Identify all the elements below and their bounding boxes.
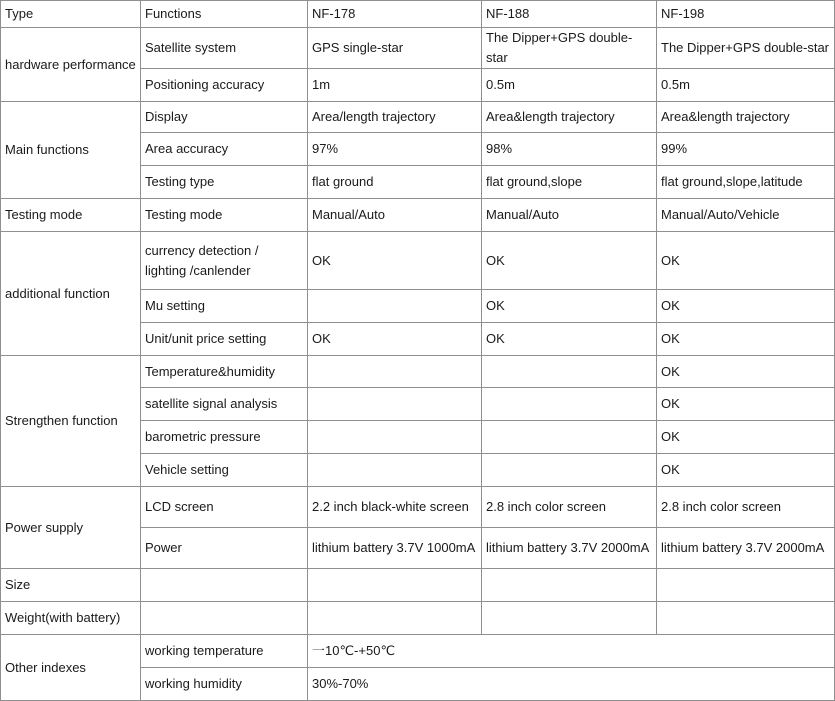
row-label: Unit/unit price setting — [141, 323, 308, 356]
row-label: Satellite system — [141, 28, 308, 69]
cell-nf188 — [482, 388, 657, 421]
cell-nf198: OK — [657, 388, 835, 421]
cell-nf178: 2.2 inch black-white screen — [308, 487, 482, 528]
cell-nf178: OK — [308, 323, 482, 356]
merged-value-cell: 一10℃-+50℃ — [308, 635, 835, 668]
table-row — [1, 487, 835, 528]
table-row — [1, 102, 835, 133]
row-label: Area accuracy — [141, 133, 308, 166]
table-row — [1, 199, 835, 232]
table-row — [1, 232, 835, 290]
row-label: satellite signal analysis — [141, 388, 308, 421]
row-label: Display — [141, 102, 308, 133]
group-label-additional: additional function — [1, 232, 141, 356]
cell-nf188 — [482, 454, 657, 487]
cell-nf198: 2.8 inch color screen — [657, 487, 835, 528]
header-model-nf188: NF-188 — [482, 1, 657, 28]
cell-nf178 — [308, 388, 482, 421]
cell-nf198: OK — [657, 323, 835, 356]
cell-nf198 — [657, 602, 835, 635]
cell-nf198: Area&length trajectory — [657, 102, 835, 133]
row-label: Testing mode — [141, 199, 308, 232]
cell-nf188 — [482, 602, 657, 635]
cell-nf178 — [308, 454, 482, 487]
group-label-main: Main functions — [1, 102, 141, 199]
cell-nf198: OK — [657, 356, 835, 388]
cell-nf188: OK — [482, 323, 657, 356]
header-row — [1, 1, 835, 28]
cell-nf198: flat ground,slope,latitude — [657, 166, 835, 199]
cell-nf198: 0.5m — [657, 69, 835, 102]
cell-nf178 — [308, 290, 482, 323]
cell-nf198: Manual/Auto/Vehicle — [657, 199, 835, 232]
row-label: Testing type — [141, 166, 308, 199]
cell-nf178 — [308, 421, 482, 454]
cell-nf178: Area/length trajectory — [308, 102, 482, 133]
table-row — [1, 569, 835, 602]
header-model-nf178: NF-178 — [308, 1, 482, 28]
group-label-size: Size — [1, 569, 141, 602]
row-label: Temperature&humidity — [141, 356, 308, 388]
cell-nf178 — [308, 602, 482, 635]
cell-nf188: 98% — [482, 133, 657, 166]
cell-nf198: lithium battery 3.7V 2000mA — [657, 528, 835, 569]
cell-nf188: 0.5m — [482, 69, 657, 102]
cell-nf178: lithium battery 3.7V 1000mA — [308, 528, 482, 569]
row-label: Vehicle setting — [141, 454, 308, 487]
cell-nf178 — [308, 569, 482, 602]
group-label-testing: Testing mode — [1, 199, 141, 232]
row-label: working humidity — [141, 668, 308, 701]
table-row — [1, 356, 835, 388]
cell-nf198: OK — [657, 454, 835, 487]
table-row — [1, 635, 835, 668]
cell-nf188 — [482, 569, 657, 602]
header-functions: Functions — [141, 1, 308, 28]
cell-nf188: The Dipper+GPS double-star — [482, 28, 657, 69]
row-label — [141, 569, 308, 602]
group-label-strengthen: Strengthen function — [1, 356, 141, 487]
cell-nf198: OK — [657, 421, 835, 454]
cell-nf198: OK — [657, 290, 835, 323]
row-label: LCD screen — [141, 487, 308, 528]
cell-nf198: 99% — [657, 133, 835, 166]
row-label: currency detection / lighting /canlender — [141, 232, 308, 290]
cell-nf198: OK — [657, 232, 835, 290]
row-label — [141, 602, 308, 635]
cell-nf188 — [482, 356, 657, 388]
cell-nf188: OK — [482, 290, 657, 323]
cell-nf198 — [657, 569, 835, 602]
row-label: working temperature — [141, 635, 308, 668]
cell-nf188 — [482, 421, 657, 454]
cell-nf178: OK — [308, 232, 482, 290]
group-label-weight: Weight(with battery) — [1, 602, 141, 635]
cell-nf188: OK — [482, 232, 657, 290]
cell-nf178: 97% — [308, 133, 482, 166]
cell-nf178 — [308, 356, 482, 388]
merged-value-cell: 30%-70% — [308, 668, 835, 701]
cell-nf178: Manual/Auto — [308, 199, 482, 232]
cell-nf198: The Dipper+GPS double-star — [657, 28, 835, 69]
row-label: Positioning accuracy — [141, 69, 308, 102]
table-row — [1, 28, 835, 69]
row-label: barometric pressure — [141, 421, 308, 454]
row-label: Mu setting — [141, 290, 308, 323]
cell-nf188: flat ground,slope — [482, 166, 657, 199]
cell-nf188: Area&length trajectory — [482, 102, 657, 133]
group-label-other: Other indexes — [1, 635, 141, 701]
group-label-hardware: hardware performance — [1, 28, 141, 102]
cell-nf188: Manual/Auto — [482, 199, 657, 232]
cell-nf178: GPS single-star — [308, 28, 482, 69]
cell-nf178: flat ground — [308, 166, 482, 199]
cell-nf178: 1m — [308, 69, 482, 102]
cell-nf188: 2.8 inch color screen — [482, 487, 657, 528]
group-label-power: Power supply — [1, 487, 141, 569]
row-label: Power — [141, 528, 308, 569]
header-type: Type — [1, 1, 141, 28]
header-model-nf198: NF-198 — [657, 1, 835, 28]
table-row — [1, 602, 835, 635]
cell-nf188: lithium battery 3.7V 2000mA — [482, 528, 657, 569]
